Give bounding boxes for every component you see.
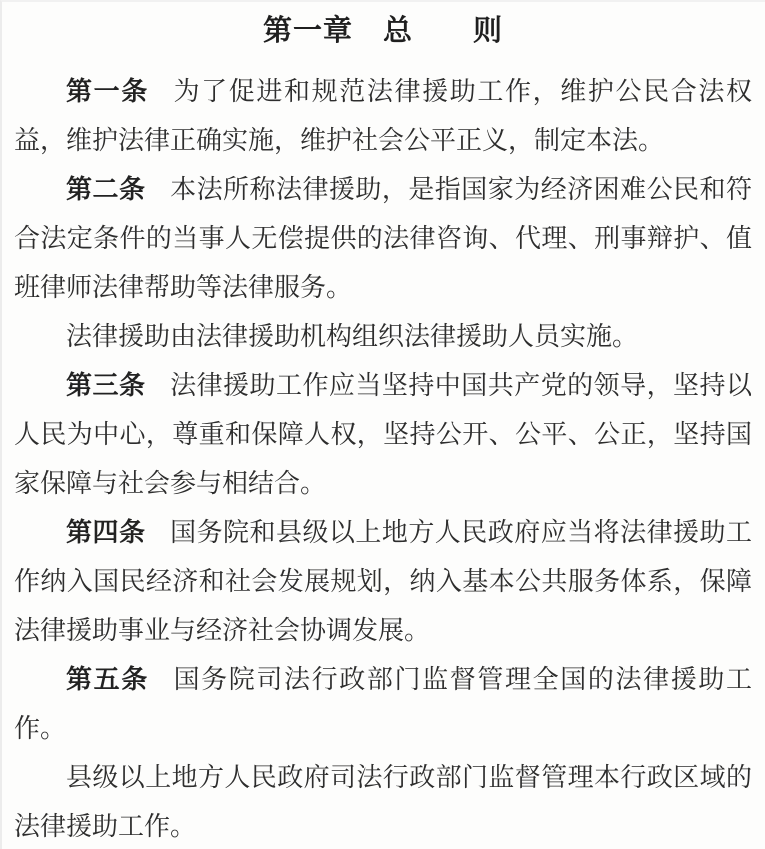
article-paragraph (14, 312, 752, 361)
article-number: 第一条 (66, 76, 149, 106)
article-paragraph (14, 165, 752, 312)
article-paragraph (14, 753, 752, 849)
chapter-title: 第一章 总 则 (262, 15, 503, 47)
document-body (14, 67, 752, 849)
article-paragraph (14, 361, 752, 508)
article-number: 第五条 (66, 664, 149, 694)
article-paragraph (14, 67, 752, 165)
article-number: 第二条 (66, 174, 146, 204)
article-text: 国务院司法行政部门监督管理全国的法律援助工作。 (14, 665, 752, 743)
article-text: 为了促进和规范法律援助工作，维护公民合法权益，维护法律正确实施，维护社会公平正义，制定本法。 (14, 77, 752, 155)
article-text: 本法所称法律援助，是指国家为经济困难公民和符合法定条件的当事人无偿提供的法律咨询、代理、刑事辩护、值班律师法律帮助等法律服务。 (14, 175, 752, 302)
article-text: 国务院和县级以上地方人民政府应当将法律援助工作纳入国民经济和社会发展规划，纳入基本公共服务体系，保障法律援助事业与经济社会协调发展。 (14, 518, 752, 645)
article-paragraph (14, 655, 752, 753)
article-paragraph (14, 508, 752, 655)
article-number: 第四条 (66, 517, 146, 547)
article-number: 第三条 (66, 370, 146, 400)
article-text: 法律援助由法律援助机构组织法律援助人员实施。 (66, 322, 639, 351)
article-text: 县级以上地方人民政府司法行政部门监督管理本行政区域的法律援助工作。 (14, 763, 752, 841)
article-text: 法律援助工作应当坚持中国共产党的领导，坚持以人民为中心，尊重和保障人权，坚持公开、公平、公正，坚持国家保障与社会参与相结合。 (14, 371, 752, 498)
